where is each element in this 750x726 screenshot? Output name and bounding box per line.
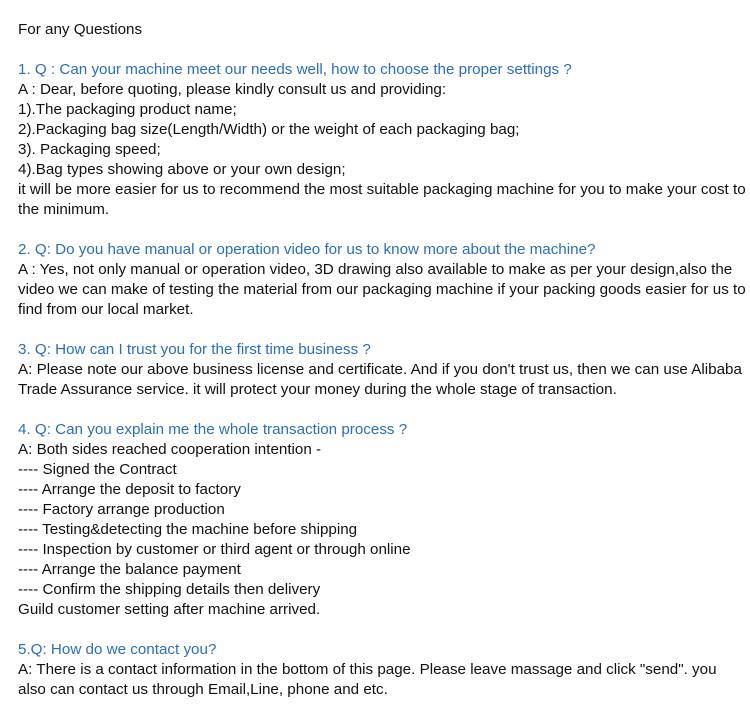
faq-answer-4-line-5: ---- Testing&detecting the machine before shipping — [18, 521, 358, 538]
faq-answer-4-line-9: Guild customer setting after machine arrived. — [18, 601, 321, 618]
faq-question-5: 5.Q: How do we contact you? — [18, 641, 217, 658]
spacer — [18, 620, 750, 640]
faq-answer-5: A: There is a contact information in the bottom of this page. Please leave massage and click "send". you also can contact us through Email,Line, phone and etc. — [18, 661, 717, 698]
spacer — [18, 400, 750, 420]
faq-answer-4-line-4: ---- Factory arrange production — [18, 501, 225, 518]
faq-answer-4-line-8: ---- Confirm the shipping details then delivery — [18, 581, 321, 598]
faq-answer-1-line-1: A : Dear, before quoting, please kindly consult us and providing: — [18, 81, 447, 98]
faq-answer-1-line-5: 4).Bag types showing above or your own design; — [18, 161, 346, 178]
faq-answer-1-paragraph: it will be more easier for us to recommend the most suitable packaging machine for you to make your cost to the minimum. — [18, 181, 746, 218]
faq-question-4: 4. Q: Can you explain me the whole transaction process ? — [18, 421, 408, 438]
faq-answer-4-line-3: ---- Arrange the deposit to factory — [18, 481, 241, 498]
faq-question-3: 3. Q: How can I trust you for the first time business ? — [18, 341, 371, 358]
faq-answer-1-line-3: 2).Packaging bag size(Length/Width) or the weight of each packaging bag; — [18, 121, 520, 138]
faq-answer-3: A: Please note our above business license and certificate. And if you don't trust us, then we can use Alibaba Trade Assurance service. it will protect your money during the whole stage of transaction. — [18, 361, 742, 398]
faq-answer-4-line-2: ---- Signed the Contract — [18, 461, 177, 478]
faq-answer-4-line-1: A: Both sides reached cooperation intention - — [18, 441, 322, 458]
spacer — [18, 320, 750, 340]
page-heading: For any Questions — [18, 21, 143, 38]
faq-answer-1-line-4: 3). Packaging speed; — [18, 141, 161, 158]
spacer — [18, 220, 750, 240]
faq-answer-1-line-2: 1).The packaging product name; — [18, 101, 237, 118]
faq-answer-2: A : Yes, not only manual or operation video, 3D drawing also available to make as per your design,also the video we can make of testing the material from our packaging machine if your packing goods easier for us to find from our local market. — [18, 261, 746, 318]
faq-question-2: 2. Q: Do you have manual or operation video for us to know more about the machine? — [18, 241, 596, 258]
faq-answer-4-line-6: ---- Inspection by customer or third agent or through online — [18, 541, 411, 558]
faq-answer-4-line-7: ---- Arrange the balance payment — [18, 561, 241, 578]
spacer — [18, 40, 750, 60]
faq-question-1: 1. Q : Can your machine meet our needs well, how to choose the proper settings ? — [18, 61, 572, 78]
